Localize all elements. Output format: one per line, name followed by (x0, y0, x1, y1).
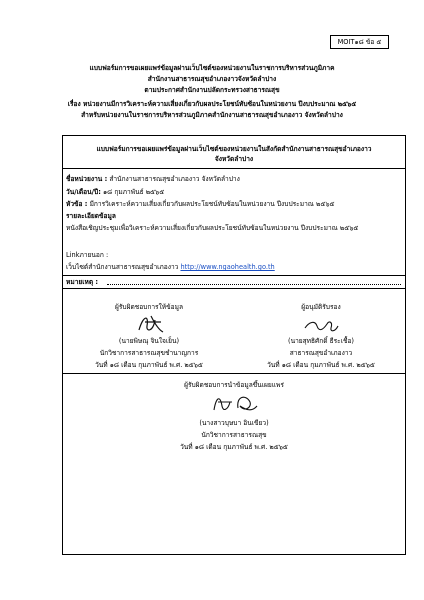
header-line-4: เรื่อง หน่วยงานมีการวิเคราะห์ความเสี่ยงเกี่ยวกับผลประโยชน์ทับซ้อนในหน่วยงาน ปีงบประมาณ ๒๕๖๕ (67, 100, 357, 108)
bottom-signer-name: (นางสาวบุษบา อินเขียว) (199, 419, 269, 427)
agency-row (66, 174, 240, 184)
bottom-signer-date: วันที่ ๑๘ เดือน กุมภาพันธ์ พ.ศ. ๒๕๖๕ (180, 443, 288, 451)
form-code-box: MOIT๑๘ ข้อ ๕ (330, 35, 389, 49)
divider (63, 168, 405, 169)
header-line-2: สำนักงานสาธารณสุขอำเภองาวจังหวัดลำปาง (147, 75, 277, 83)
right-signer-role: ผู้อนุมัติรับรอง (301, 303, 341, 311)
header-line-1: แบบฟอร์มการขอเผยแพร่ข้อมูลผ่านเว็บไซต์ของหน่วยงานในราชการบริหารส่วนภูมิภาค (89, 64, 335, 72)
link-row (66, 262, 275, 272)
link-prefix: เว็บไซต์สำนักงานสาธารณสุขอำเภองาว (66, 263, 179, 271)
topic-row (66, 199, 335, 209)
header-line-5: สำหรับหน่วยงานในราชการบริหารส่วนภูมิภาคสำนักงานสาธารณสุขอำเภองาว จังหวัดลำปาง (81, 111, 343, 119)
note-label: หมายเหตุ : (66, 278, 99, 286)
agency-label: ชื่อหน่วยงาน : (66, 175, 108, 183)
divider (63, 373, 405, 374)
bottom-signer-role: ผู้รับผิดชอบการนำข้อมูลขึ้นเผยแพร่ (184, 381, 284, 389)
box-title-2: จังหวัดลำปาง (214, 155, 254, 163)
note-dotted-line (107, 284, 401, 285)
detail-label: รายละเอียดข้อมูล (66, 212, 116, 220)
detail-value: หนังสือเชิญประชุมเพื่อวิเคราะห์ความเสี่ยงเกี่ยวกับผลประโยชน์ทับซ้อนในหน่วยงาน ปีงบประมาณ ๒๕๖๕ (66, 224, 359, 232)
left-signer-role: ผู้รับผิดชอบการให้ข้อมูล (114, 303, 183, 311)
divider (63, 275, 405, 276)
topic-value: มีการวิเคราะห์ความเสี่ยงเกี่ยวกับผลประโยชน์ทับซ้อนในหน่วยงาน ปีงบประมาณ ๒๕๖๕ (89, 200, 335, 208)
right-signer-date: วันที่ ๑๘ เดือน กุมภาพันธ์ พ.ศ. ๒๕๖๕ (267, 361, 375, 369)
header-line-3: ตามประกาศสำนักงานปลัดกระทรวงสาธารณสุข (144, 86, 280, 94)
topic-label: หัวข้อ : (66, 200, 88, 208)
date-row (66, 187, 164, 197)
form-box (62, 135, 406, 555)
right-signature-icon (301, 314, 341, 336)
box-title-1: แบบฟอร์มการขอเผยแพร่ข้อมูลผ่านเว็บไซต์ของหน่วยงานในสังกัดสำนักงานสาธารณสุขอำเภองาว (96, 145, 372, 153)
agency-value: สำนักงานสาธารณสุขอำเภองาว จังหวัดลำปาง (109, 175, 240, 183)
right-signer-position: สาธารณสุขอำเภองาว (289, 349, 353, 357)
left-signer-date: วันที่ ๑๘ เดือน กุมภาพันธ์ พ.ศ. ๒๕๖๕ (95, 361, 203, 369)
date-value: ๑๘ กุมภาพันธ์ ๒๕๖๕ (102, 188, 165, 196)
divider (63, 288, 405, 289)
left-signature-icon (133, 312, 167, 336)
bottom-signature-icon (210, 390, 260, 416)
left-signer-position: นักวิชาการสาธารณสุขชำนาญการ (99, 349, 199, 357)
right-signer-name: (นายสุทธิศักดิ์ ธีระเชื้อ) (288, 337, 354, 345)
date-label: วัน/เดือน/ปี: (66, 188, 101, 196)
link-label: Linkภายนอก : (66, 251, 109, 259)
bottom-signer-position: นักวิชาการสาธารณสุข (201, 431, 267, 439)
website-link[interactable]: http://www.ngaohealth.go.th (180, 263, 275, 271)
left-signer-name: (นายพิษณุ จินใจเย็น) (118, 337, 180, 345)
